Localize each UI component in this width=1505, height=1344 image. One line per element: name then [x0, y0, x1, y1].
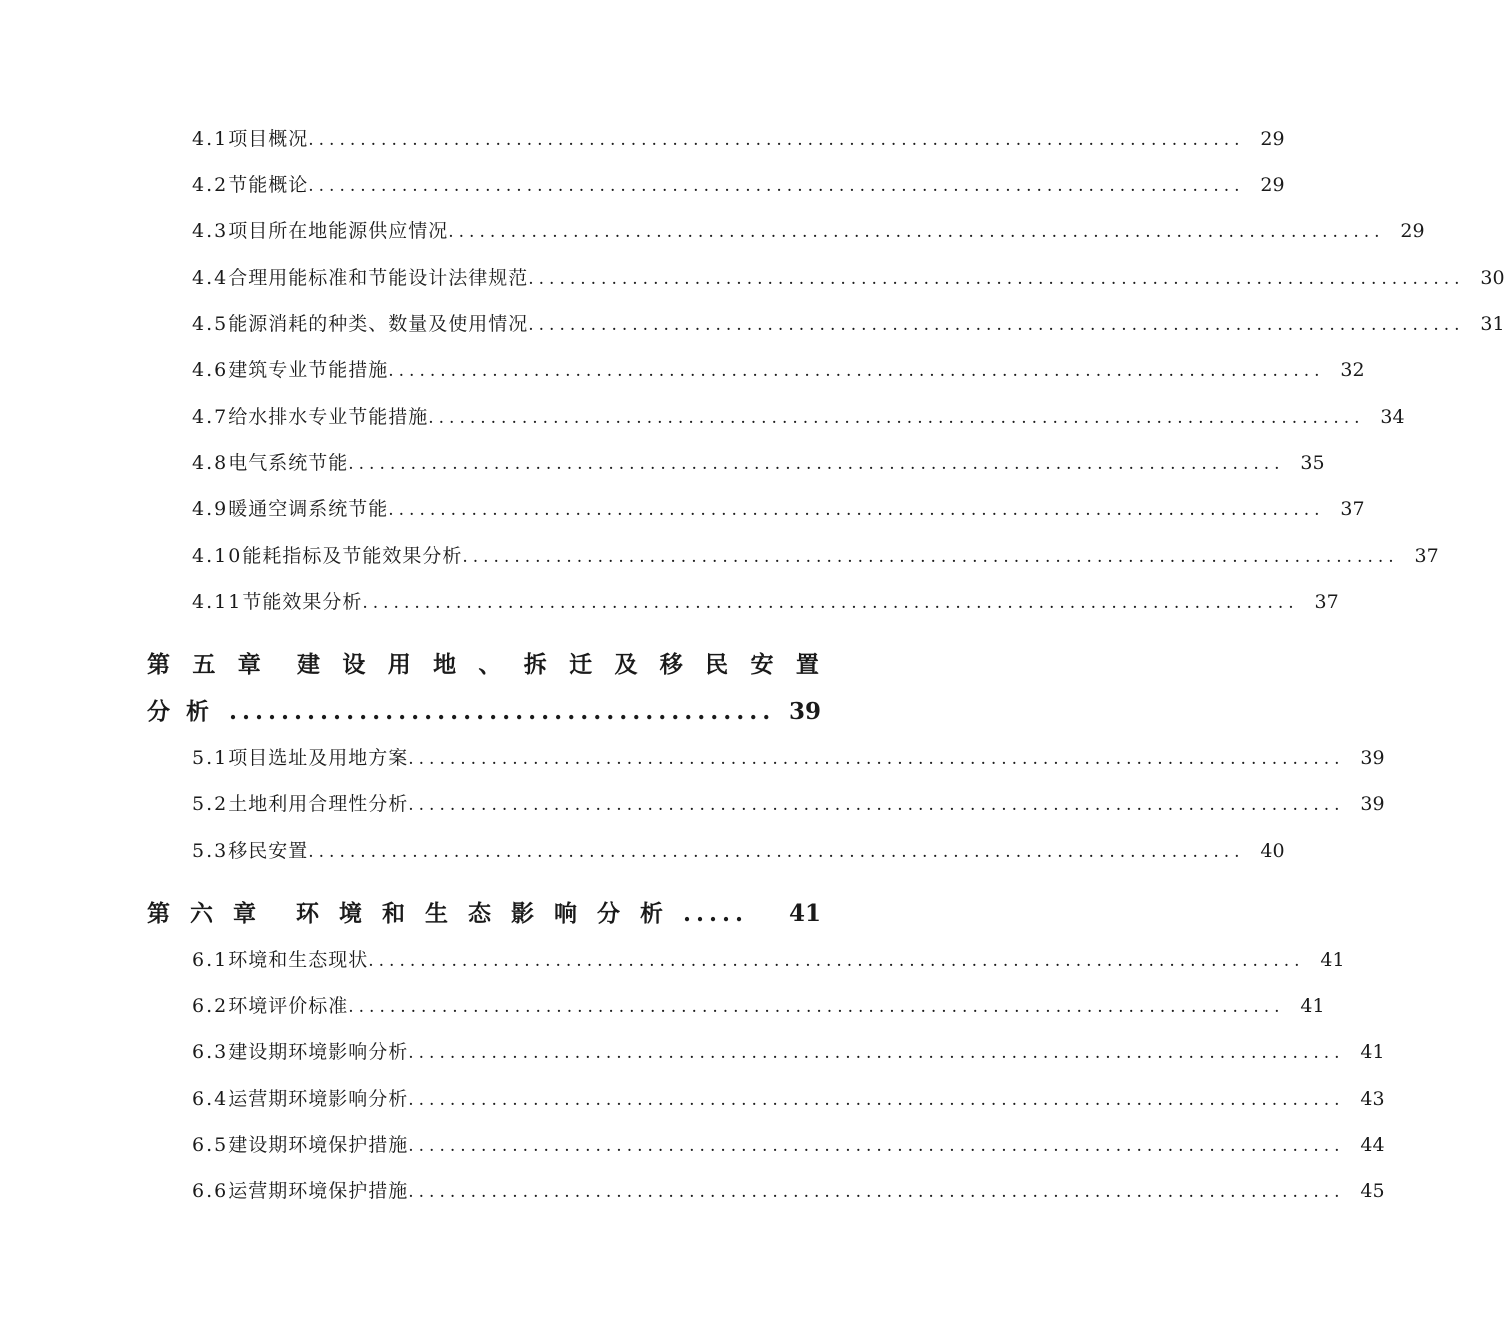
toc-page-number: 39 [789, 698, 822, 725]
toc-entry-title: 项目概况 [228, 128, 309, 150]
toc-leader-dots: .......................................................................................... [362, 593, 1299, 613]
toc-leader-dots: .......................................................................................... [388, 500, 1325, 520]
chapter-char: 移 [659, 651, 683, 678]
chapter-char: 及 [614, 651, 638, 678]
toc-leader-dots: .......................................................................................... [528, 269, 1465, 289]
chapter-char: 和 [382, 900, 405, 927]
toc-entry-number: 6.5 [192, 1134, 229, 1156]
toc-entry-4-10[interactable] [192, 541, 1439, 571]
chapter-char: 地 [433, 651, 457, 678]
toc-page-number: 37 [1340, 498, 1365, 520]
toc-leader-dots: .......................................................................................... [428, 408, 1365, 428]
toc-entry-4-2[interactable] [192, 170, 1285, 200]
toc-entry-title: 电气系统节能 [228, 452, 349, 474]
toc-leader-dots: .......................................................................................... [368, 951, 1305, 971]
chapter-char: 响 [554, 900, 577, 927]
chapter-char: 六 [190, 900, 213, 927]
chapter-char: 章 [237, 651, 261, 678]
toc-entry-title: 建设期环境影响分析 [228, 1041, 409, 1063]
toc-entry-number: 4.11 [192, 591, 243, 613]
toc-page-number: 29 [1260, 128, 1285, 150]
toc-page-number: 29 [1260, 174, 1285, 196]
toc-entry-number: 5.2 [192, 793, 229, 815]
toc-leader-dots: ..... [683, 900, 749, 927]
toc-entry-title: 节能概论 [228, 174, 309, 196]
toc-entry-5-2[interactable] [192, 789, 1385, 819]
toc-page-number: 43 [1360, 1088, 1385, 1110]
chapter-char: 析 [186, 698, 209, 725]
chapter-char: 民 [705, 651, 729, 678]
toc-page-number: 40 [1260, 840, 1285, 862]
toc-page-number: 41 [1320, 949, 1345, 971]
toc-entry-title: 节能效果分析 [242, 591, 363, 613]
toc-entry-number: 4.8 [192, 452, 229, 474]
toc-entry-5-1[interactable] [192, 743, 1385, 773]
toc-entry-number: 4.1 [192, 128, 229, 150]
toc-entry-title: 给水排水专业节能措施 [228, 406, 429, 428]
chapter-char: 安 [750, 651, 774, 678]
toc-leader-dots: .......................................................................................... [408, 1043, 1345, 1063]
toc-page-number: 39 [1360, 793, 1385, 815]
chapter-char: 拆 [523, 651, 547, 678]
toc-entry-4-8[interactable] [192, 448, 1325, 478]
chapter-char: 建 [297, 651, 321, 678]
toc-leader-dots: .......................................... [229, 698, 776, 725]
toc-entry-title: 环境评价标准 [228, 995, 349, 1017]
toc-entry-number: 4.4 [192, 267, 229, 289]
toc-entry-number: 4.3 [192, 220, 229, 242]
toc-entry-6-4[interactable] [192, 1084, 1385, 1114]
toc-leader-dots: .......................................................................................... [462, 547, 1399, 567]
toc-entry-4-4[interactable] [192, 263, 1505, 293]
chapter-char: 生 [425, 900, 448, 927]
toc-leader-dots: .......................................................................................... [308, 130, 1245, 150]
chapter-char: 、 [478, 651, 502, 678]
toc-entry-number: 4.5 [192, 313, 229, 335]
toc-entry-title: 建设期环境保护措施 [228, 1134, 409, 1156]
chapter-char: 分 [147, 698, 170, 725]
toc-entry-number: 6.4 [192, 1088, 229, 1110]
toc-entry-title: 能耗指标及节能效果分析 [242, 545, 463, 567]
chapter-char: 置 [795, 651, 819, 678]
chapter-char: 设 [342, 651, 366, 678]
toc-entry-title: 能源消耗的种类、数量及使用情况 [228, 313, 529, 335]
toc-leader-dots: .......................................................................................... [448, 222, 1385, 242]
toc-entry-number: 6.1 [192, 949, 229, 971]
toc-leader-dots: .......................................................................................... [408, 1182, 1345, 1202]
toc-entry-5-3[interactable] [192, 836, 1285, 866]
toc-entry-number: 6.2 [192, 995, 229, 1017]
toc-page-number: 31 [1480, 313, 1505, 335]
toc-entry-title: 项目所在地能源供应情况 [228, 220, 449, 242]
toc-entry-6-6[interactable] [192, 1176, 1385, 1206]
toc-entry-4-5[interactable] [192, 309, 1505, 339]
chapter-char: 五 [192, 651, 216, 678]
toc-page-number: 29 [1400, 220, 1425, 242]
toc-leader-dots: .......................................................................................... [348, 997, 1285, 1017]
toc-entry-4-7[interactable] [192, 402, 1405, 432]
toc-entry-number: 6.3 [192, 1041, 229, 1063]
toc-entry-title: 建筑专业节能措施 [228, 359, 389, 381]
toc-entry-number: 4.7 [192, 406, 229, 428]
toc-page-number: 37 [1414, 545, 1439, 567]
toc-leader-dots: .......................................................................................... [408, 1090, 1345, 1110]
toc-chapter-5-line1[interactable] [147, 650, 819, 680]
toc-entry-title: 合理用能标准和节能设计法律规范 [228, 267, 529, 289]
toc-page-number: 45 [1360, 1180, 1385, 1202]
toc-entry-4-6[interactable] [192, 355, 1365, 385]
toc-entry-number: 6.6 [192, 1180, 229, 1202]
toc-leader-dots: .......................................................................................... [308, 176, 1245, 196]
chapter-char: 用 [387, 651, 411, 678]
toc-leader-dots: .......................................................................................... [408, 1136, 1345, 1156]
toc-leader-dots: .......................................................................................... [388, 361, 1325, 381]
toc-entry-number: 4.6 [192, 359, 229, 381]
chapter-char: 境 [339, 900, 362, 927]
toc-entry-number: 4.9 [192, 498, 229, 520]
toc-page-number: 35 [1300, 452, 1325, 474]
toc-leader-dots: .......................................................................................... [528, 315, 1465, 335]
toc-page-number: 37 [1314, 591, 1339, 613]
chapter-char: 第 [147, 900, 170, 927]
chapter-char: 第 [147, 651, 170, 678]
chapter-char: 环 [296, 900, 319, 927]
chapter-char: 影 [511, 900, 534, 927]
toc-chapter-6[interactable] [147, 899, 822, 929]
chapter-char: 分 [597, 900, 620, 927]
toc-entry-6-1[interactable] [192, 945, 1345, 975]
toc-entry-title: 移民安置 [228, 840, 309, 862]
toc-page-number: 30 [1480, 267, 1505, 289]
toc-entry-6-5[interactable] [192, 1130, 1385, 1160]
toc-entry-4-9[interactable] [192, 494, 1365, 524]
toc-entry-number: 4.2 [192, 174, 229, 196]
toc-entry-4-1[interactable] [192, 124, 1285, 154]
chapter-char: 析 [640, 900, 663, 927]
toc-entry-6-3[interactable] [192, 1037, 1385, 1067]
toc-entry-title: 运营期环境影响分析 [228, 1088, 409, 1110]
toc-leader-dots: .......................................................................................... [408, 749, 1345, 769]
toc-page-number: 41 [1360, 1041, 1385, 1063]
toc-page-number: 41 [1300, 995, 1325, 1017]
toc-leader-dots: .......................................................................................... [348, 454, 1285, 474]
toc-entry-title: 环境和生态现状 [228, 949, 369, 971]
toc-chapter-5-line2[interactable] [147, 697, 822, 727]
toc-entry-number: 4.10 [192, 545, 243, 567]
toc-page-number: 34 [1380, 406, 1405, 428]
chapter-char: 章 [233, 900, 256, 927]
toc-leader-dots: .......................................................................................... [308, 842, 1245, 862]
chapter-char: 迁 [569, 651, 593, 678]
toc-entry-number: 5.3 [192, 840, 229, 862]
toc-entry-4-3[interactable] [192, 216, 1425, 246]
toc-page-number: 44 [1360, 1134, 1385, 1156]
chapter-char: 态 [468, 900, 491, 927]
toc-entry-title: 暖通空调系统节能 [228, 498, 389, 520]
toc-leader-dots: .......................................................................................... [408, 795, 1345, 815]
toc-page-number: 41 [789, 900, 822, 927]
toc-page-number: 39 [1360, 747, 1385, 769]
toc-entry-6-2[interactable] [192, 991, 1325, 1021]
toc-entry-4-11[interactable] [192, 587, 1339, 617]
toc-entry-title: 土地利用合理性分析 [228, 793, 409, 815]
toc-entry-title: 运营期环境保护措施 [228, 1180, 409, 1202]
toc-entry-title: 项目选址及用地方案 [228, 747, 409, 769]
toc-entry-number: 5.1 [192, 747, 229, 769]
toc-page-number: 32 [1340, 359, 1365, 381]
